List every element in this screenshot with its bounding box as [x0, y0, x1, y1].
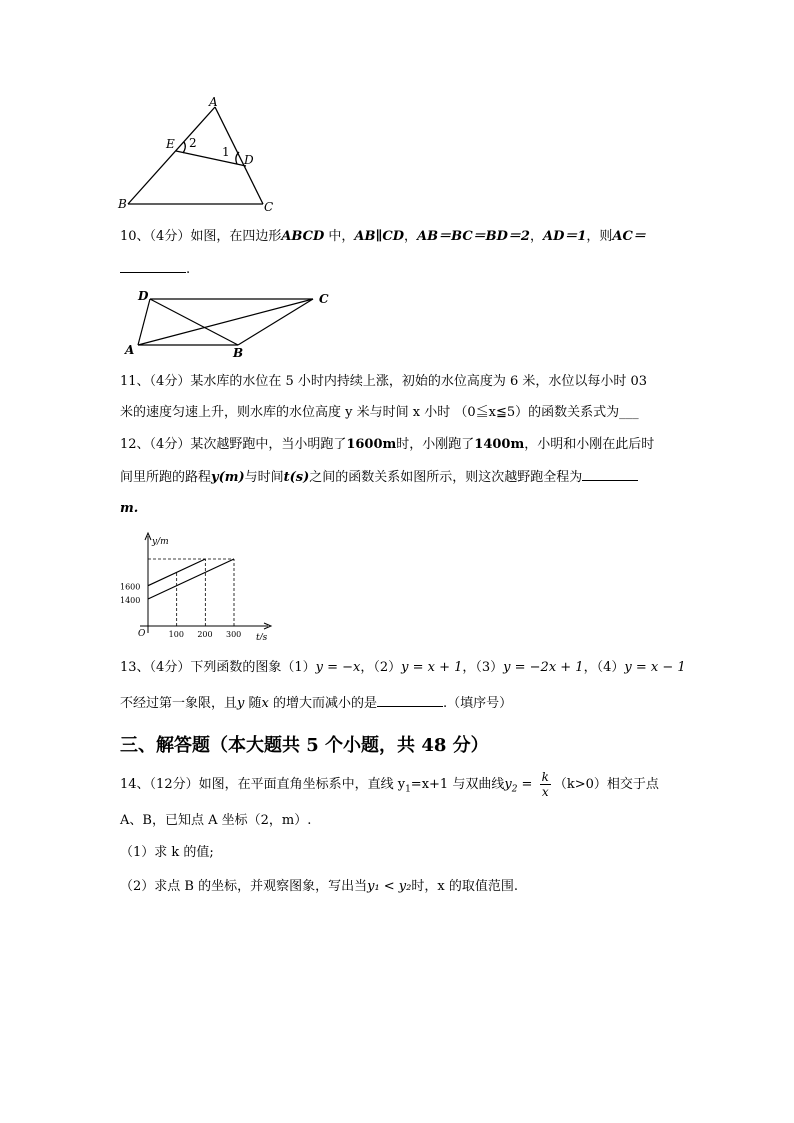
q10-name: ABCD — [281, 229, 325, 244]
q13-text-d: .（填序号） — [443, 696, 513, 711]
q14-text-a: 14、（12分）如图，在平面直角坐标系中，直线 y — [120, 777, 406, 792]
triangle-figure — [110, 95, 280, 220]
q10-sep1: ， — [404, 229, 418, 244]
q12-text-f: 之间的函数关系如图所示，则这次越野跑全程为 — [309, 470, 583, 485]
q12-text-c: ，小明和小刚在此后时 — [524, 437, 655, 452]
q13-answer-blank[interactable] — [377, 694, 443, 707]
q14-line2: A、B，已知点 A 坐标（2，m）. — [120, 813, 312, 828]
q14-y2: y — [504, 777, 512, 792]
label-a: A — [125, 343, 135, 357]
q13-function-1: y = −x — [315, 660, 361, 675]
y-tick-1400: 1400 — [120, 596, 141, 605]
label-b: B — [233, 346, 244, 360]
q13-function-2: y = x + 1 — [401, 660, 463, 675]
q10-line2 — [120, 260, 190, 279]
q10-answer-blank[interactable] — [120, 260, 186, 273]
q14-fraction — [540, 770, 551, 799]
q12-line1 — [120, 436, 654, 454]
series-line-a — [148, 559, 205, 586]
q12-text-e: 与时间 — [244, 470, 284, 485]
q12-v2: 1400m — [474, 437, 525, 452]
side-bc — [238, 299, 313, 345]
q14-part2-text-a: （2）求点 B 的坐标，并观察图象，写出当 — [120, 879, 368, 894]
quadrilateral-figure — [118, 288, 338, 360]
q10-cond1b: CD — [382, 229, 404, 244]
q14-part2 — [120, 878, 518, 896]
q12-line2 — [120, 468, 638, 487]
q13-function-4: y = x − 1 — [624, 660, 686, 675]
q10-target: AC＝ — [612, 229, 646, 244]
q13-p4: ，（4） — [583, 660, 625, 675]
q10-prefix: 10、（4分）如图，在四边形 — [120, 229, 282, 244]
q13-y: y — [237, 696, 245, 711]
q12-v1: 1600m — [346, 437, 397, 452]
label-2: 2 — [189, 136, 197, 150]
x-tick-200: 200 — [197, 630, 213, 639]
q12-text-d: 间里所跑的路程 — [120, 470, 212, 485]
q10-ask: ，则 — [586, 229, 613, 244]
q13-prefix: 13、（4分）下列函数的图象（1） — [120, 660, 316, 675]
q14-text-c: （k>0）相交于点 — [553, 777, 659, 792]
q14-sub2: 2 — [511, 784, 518, 795]
label-d: D — [138, 289, 149, 303]
q11-line1: 11、（4分）某水库的水位在 5 小时内持续上涨，初始的水位高度为 6 米，水位以每小时 03 — [120, 374, 648, 389]
q13-function-3: y = −2x + 1 — [503, 660, 584, 675]
x-tick-100: 100 — [168, 630, 184, 639]
q11-line2: 米的速度匀速上升，则水库的水位高度 y 米与时间 x 小时 （0≦x≦5）的函数关系式为___ — [120, 405, 639, 420]
q14-line1 — [120, 770, 659, 802]
q14-numerator: k — [541, 770, 549, 784]
q10-line1 — [120, 228, 646, 246]
q12-text-b: 时，小刚跑了 — [396, 437, 475, 452]
angle-2-arc — [183, 142, 185, 153]
distance-time-chart — [118, 530, 278, 640]
q13-text-b: 随 — [244, 696, 262, 711]
side-da — [138, 299, 150, 345]
q12-text-a: 12、（4分）某次越野跑中，当小明跑了 — [120, 437, 347, 452]
label-1: 1 — [222, 145, 230, 159]
x-axis-label: t/s — [256, 633, 268, 640]
q14-compare: y₁ < y₂ — [367, 879, 412, 894]
label-b: B — [118, 197, 127, 211]
q10-cond2: AB＝BC＝BD＝2 — [417, 229, 530, 244]
section-3-heading: 三、解答题（本大题共 5 个小题，共 48 分） — [120, 735, 489, 756]
q12-ym: y(m) — [211, 470, 245, 485]
q10-mid: 中， — [324, 229, 355, 244]
q14-sub1: 1 — [405, 784, 411, 795]
x-tick-300: 300 — [226, 630, 242, 639]
y-axis-label: y/m — [152, 537, 169, 547]
q14-denominator: x — [541, 785, 549, 799]
q13-text-c: 的增大而减小的是 — [268, 696, 377, 711]
q14-part2-text-b: 时，x 的取值范围. — [411, 879, 518, 894]
y-tick-1600: 1600 — [120, 582, 141, 592]
q13-text-a: 不经过第一象限，且 — [120, 696, 238, 711]
side-ab — [128, 107, 215, 204]
q12-answer-blank[interactable] — [582, 468, 638, 481]
q13-line1 — [120, 659, 686, 677]
q13-p3: ，（3） — [462, 660, 504, 675]
q10-parallel: ∥ — [375, 229, 383, 244]
q14-text-b: =x+1 与双曲线 — [410, 777, 505, 792]
label-c: C — [264, 200, 274, 214]
q14-eq: = — [517, 777, 537, 792]
q14-part1: （1）求 k 的值; — [120, 845, 214, 860]
label-e: E — [166, 137, 175, 151]
q10-sep2: ， — [529, 229, 543, 244]
q13-p2: ，（2） — [360, 660, 402, 675]
q12-ts: t(s) — [283, 470, 310, 485]
label-c: C — [319, 292, 329, 306]
series-line-b — [148, 559, 234, 599]
origin-label: O — [138, 629, 146, 639]
q13-line2 — [120, 694, 512, 713]
q13-x: x — [261, 696, 269, 711]
q10-end: . — [186, 262, 191, 277]
label-a: A — [209, 95, 218, 109]
label-d: D — [244, 153, 254, 167]
q10-cond3: AD＝1 — [543, 229, 587, 244]
q12-line3: m. — [120, 501, 139, 516]
q10-cond1: AB — [354, 229, 376, 244]
